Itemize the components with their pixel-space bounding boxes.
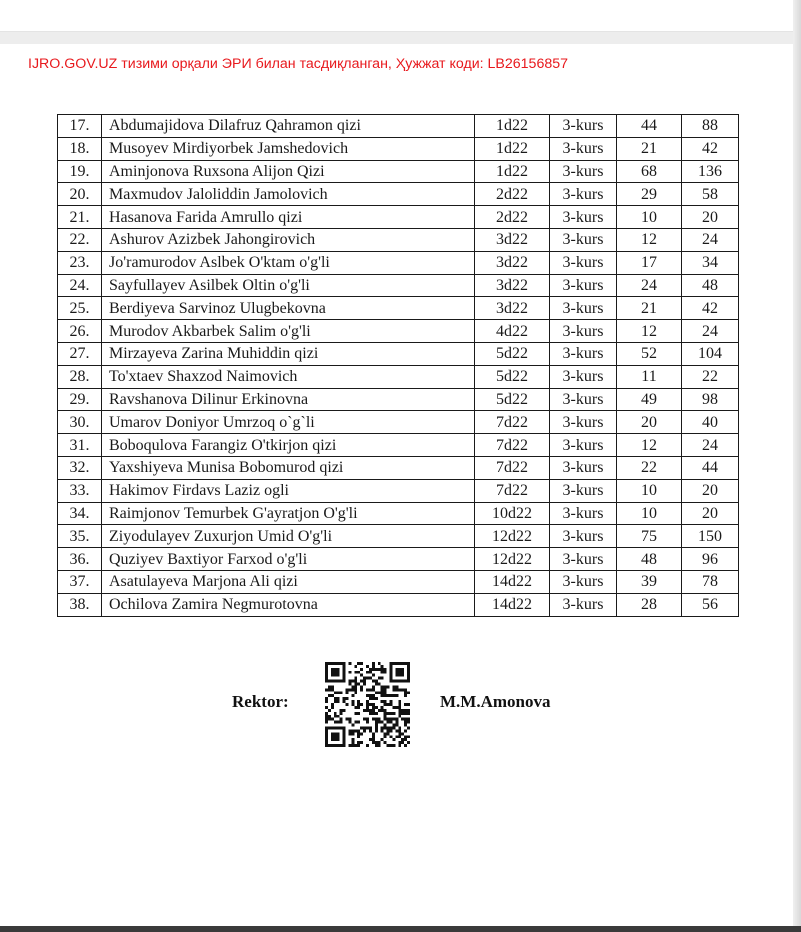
group-code-cell: 5d22 (475, 388, 550, 411)
group-code-cell: 14d22 (475, 593, 550, 616)
group-code-cell: 1d22 (475, 160, 550, 183)
row-number-cell: 17. (58, 115, 102, 138)
value-b-cell: 22 (682, 365, 739, 388)
value-b-cell: 88 (682, 115, 739, 138)
group-code-cell: 1d22 (475, 137, 550, 160)
row-number-cell: 38. (58, 593, 102, 616)
group-code-cell: 1d22 (475, 115, 550, 138)
value-b-cell: 34 (682, 251, 739, 274)
previous-page-edge (0, 0, 795, 32)
value-b-cell: 150 (682, 525, 739, 548)
row-number-cell: 28. (58, 365, 102, 388)
group-code-cell: 7d22 (475, 411, 550, 434)
value-b-cell: 40 (682, 411, 739, 434)
value-a-cell: 21 (617, 297, 682, 320)
student-name-cell: Boboqulova Farangiz O'tkirjon qizi (102, 434, 475, 457)
student-name-cell: Sayfullayev Asilbek Oltin o'g'li (102, 274, 475, 297)
row-number-cell: 19. (58, 160, 102, 183)
group-code-cell: 4d22 (475, 320, 550, 343)
bottom-edge (0, 926, 801, 932)
group-code-cell: 5d22 (475, 342, 550, 365)
group-code-cell: 12d22 (475, 525, 550, 548)
course-year-cell: 3-kurs (550, 160, 617, 183)
student-name-cell: Quziyev Baxtiyor Farxod o'g'li (102, 548, 475, 571)
value-a-cell: 52 (617, 342, 682, 365)
value-b-cell: 58 (682, 183, 739, 206)
table-row (58, 115, 739, 138)
course-year-cell: 3-kurs (550, 548, 617, 571)
verification-stamp: IJRO.GOV.UZ тизими орқали ЭРИ билан тасдиқланган, Ҳужжат коди: LB26156857 (28, 56, 569, 72)
course-year-cell: 3-kurs (550, 411, 617, 434)
student-name-cell: Hakimov Firdavs Laziz ogli (102, 479, 475, 502)
student-name-cell: Yaxshiyeva Munisa Bobomurod qizi (102, 456, 475, 479)
student-name-cell: Ravshanova Dilinur Erkinovna (102, 388, 475, 411)
value-b-cell: 96 (682, 548, 739, 571)
value-b-cell: 42 (682, 137, 739, 160)
value-a-cell: 10 (617, 479, 682, 502)
group-code-cell: 14d22 (475, 570, 550, 593)
value-b-cell: 136 (682, 160, 739, 183)
row-number-cell: 27. (58, 342, 102, 365)
student-name-cell: To'xtaev Shaxzod Naimovich (102, 365, 475, 388)
student-name-cell: Ashurov Azizbek Jahongirovich (102, 228, 475, 251)
row-number-cell: 36. (58, 548, 102, 571)
course-year-cell: 3-kurs (550, 206, 617, 229)
table-row (58, 548, 739, 571)
student-name-cell: Murodov Akbarbek Salim o'g'li (102, 320, 475, 343)
table-row (58, 206, 739, 229)
table-row (58, 502, 739, 525)
value-b-cell: 78 (682, 570, 739, 593)
value-a-cell: 68 (617, 160, 682, 183)
group-code-cell: 12d22 (475, 548, 550, 571)
group-code-cell: 5d22 (475, 365, 550, 388)
value-b-cell: 24 (682, 228, 739, 251)
row-number-cell: 33. (58, 479, 102, 502)
value-b-cell: 24 (682, 434, 739, 457)
table-row (58, 525, 739, 548)
value-a-cell: 49 (617, 388, 682, 411)
value-b-cell: 20 (682, 502, 739, 525)
course-year-cell: 3-kurs (550, 570, 617, 593)
document-page (0, 44, 793, 924)
group-code-cell: 3d22 (475, 297, 550, 320)
value-b-cell: 48 (682, 274, 739, 297)
student-name-cell: Hasanova Farida Amrullo qizi (102, 206, 475, 229)
value-a-cell: 48 (617, 548, 682, 571)
row-number-cell: 31. (58, 434, 102, 457)
value-a-cell: 12 (617, 228, 682, 251)
qr-code-icon (325, 662, 410, 747)
group-code-cell: 7d22 (475, 456, 550, 479)
value-a-cell: 20 (617, 411, 682, 434)
row-number-cell: 26. (58, 320, 102, 343)
student-name-cell: Asatulayeva Marjona Ali qizi (102, 570, 475, 593)
value-a-cell: 44 (617, 115, 682, 138)
student-name-cell: Ziyodulayev Zuxurjon Umid O'g'li (102, 525, 475, 548)
value-b-cell: 20 (682, 479, 739, 502)
table-row (58, 183, 739, 206)
value-a-cell: 75 (617, 525, 682, 548)
course-year-cell: 3-kurs (550, 365, 617, 388)
row-number-cell: 21. (58, 206, 102, 229)
table-row (58, 320, 739, 343)
row-number-cell: 29. (58, 388, 102, 411)
student-name-cell: Berdiyeva Sarvinoz Ulugbekovna (102, 297, 475, 320)
row-number-cell: 22. (58, 228, 102, 251)
course-year-cell: 3-kurs (550, 456, 617, 479)
value-a-cell: 21 (617, 137, 682, 160)
course-year-cell: 3-kurs (550, 251, 617, 274)
student-name-cell: Jo'ramurodov Aslbek O'ktam o'g'li (102, 251, 475, 274)
course-year-cell: 3-kurs (550, 297, 617, 320)
row-number-cell: 32. (58, 456, 102, 479)
table-row (58, 434, 739, 457)
row-number-cell: 18. (58, 137, 102, 160)
student-name-cell: Maxmudov Jaloliddin Jamolovich (102, 183, 475, 206)
course-year-cell: 3-kurs (550, 525, 617, 548)
value-a-cell: 12 (617, 320, 682, 343)
row-number-cell: 34. (58, 502, 102, 525)
student-name-cell: Mirzayeva Zarina Muhiddin qizi (102, 342, 475, 365)
course-year-cell: 3-kurs (550, 342, 617, 365)
student-name-cell: Umarov Doniyor Umrzoq o`g`li (102, 411, 475, 434)
table-row (58, 411, 739, 434)
course-year-cell: 3-kurs (550, 593, 617, 616)
table-row (58, 297, 739, 320)
row-number-cell: 25. (58, 297, 102, 320)
value-a-cell: 10 (617, 502, 682, 525)
row-number-cell: 24. (58, 274, 102, 297)
value-a-cell: 17 (617, 251, 682, 274)
value-b-cell: 24 (682, 320, 739, 343)
course-year-cell: 3-kurs (550, 388, 617, 411)
table-row (58, 137, 739, 160)
value-b-cell: 42 (682, 297, 739, 320)
value-b-cell: 44 (682, 456, 739, 479)
course-year-cell: 3-kurs (550, 137, 617, 160)
group-code-cell: 7d22 (475, 434, 550, 457)
signatory-title: Rektor: (232, 692, 289, 711)
value-a-cell: 12 (617, 434, 682, 457)
value-b-cell: 20 (682, 206, 739, 229)
table-row (58, 251, 739, 274)
table-row (58, 365, 739, 388)
scroll-shadow (793, 0, 801, 932)
table-row (58, 274, 739, 297)
student-name-cell: Raimjonov Temurbek G'ayratjon O'g'li (102, 502, 475, 525)
course-year-cell: 3-kurs (550, 228, 617, 251)
group-code-cell: 3d22 (475, 228, 550, 251)
table-row (58, 456, 739, 479)
signatory-name: M.M.Amonova (440, 692, 551, 711)
value-a-cell: 10 (617, 206, 682, 229)
group-code-cell: 3d22 (475, 251, 550, 274)
student-name-cell: Aminjonova Ruxsona Alijon Qizi (102, 160, 475, 183)
course-year-cell: 3-kurs (550, 274, 617, 297)
value-b-cell: 104 (682, 342, 739, 365)
group-code-cell: 2d22 (475, 183, 550, 206)
group-code-cell: 2d22 (475, 206, 550, 229)
value-a-cell: 24 (617, 274, 682, 297)
student-name-cell: Abdumajidova Dilafruz Qahramon qizi (102, 115, 475, 138)
course-year-cell: 3-kurs (550, 502, 617, 525)
group-code-cell: 10d22 (475, 502, 550, 525)
table-row (58, 160, 739, 183)
row-number-cell: 20. (58, 183, 102, 206)
value-b-cell: 56 (682, 593, 739, 616)
row-number-cell: 37. (58, 570, 102, 593)
course-year-cell: 3-kurs (550, 479, 617, 502)
value-b-cell: 98 (682, 388, 739, 411)
page-separator (0, 32, 801, 44)
table-row (58, 342, 739, 365)
table-row (58, 593, 739, 616)
course-year-cell: 3-kurs (550, 115, 617, 138)
student-table (57, 114, 739, 617)
value-a-cell: 22 (617, 456, 682, 479)
value-a-cell: 28 (617, 593, 682, 616)
value-a-cell: 29 (617, 183, 682, 206)
value-a-cell: 11 (617, 365, 682, 388)
value-a-cell: 39 (617, 570, 682, 593)
student-name-cell: Ochilova Zamira Negmurotovna (102, 593, 475, 616)
row-number-cell: 23. (58, 251, 102, 274)
row-number-cell: 30. (58, 411, 102, 434)
table-row (58, 570, 739, 593)
course-year-cell: 3-kurs (550, 434, 617, 457)
row-number-cell: 35. (58, 525, 102, 548)
table-row (58, 479, 739, 502)
student-table-body (58, 115, 739, 617)
group-code-cell: 7d22 (475, 479, 550, 502)
table-row (58, 228, 739, 251)
course-year-cell: 3-kurs (550, 183, 617, 206)
group-code-cell: 3d22 (475, 274, 550, 297)
table-row (58, 388, 739, 411)
student-name-cell: Musoyev Mirdiyorbek Jamshedovich (102, 137, 475, 160)
course-year-cell: 3-kurs (550, 320, 617, 343)
